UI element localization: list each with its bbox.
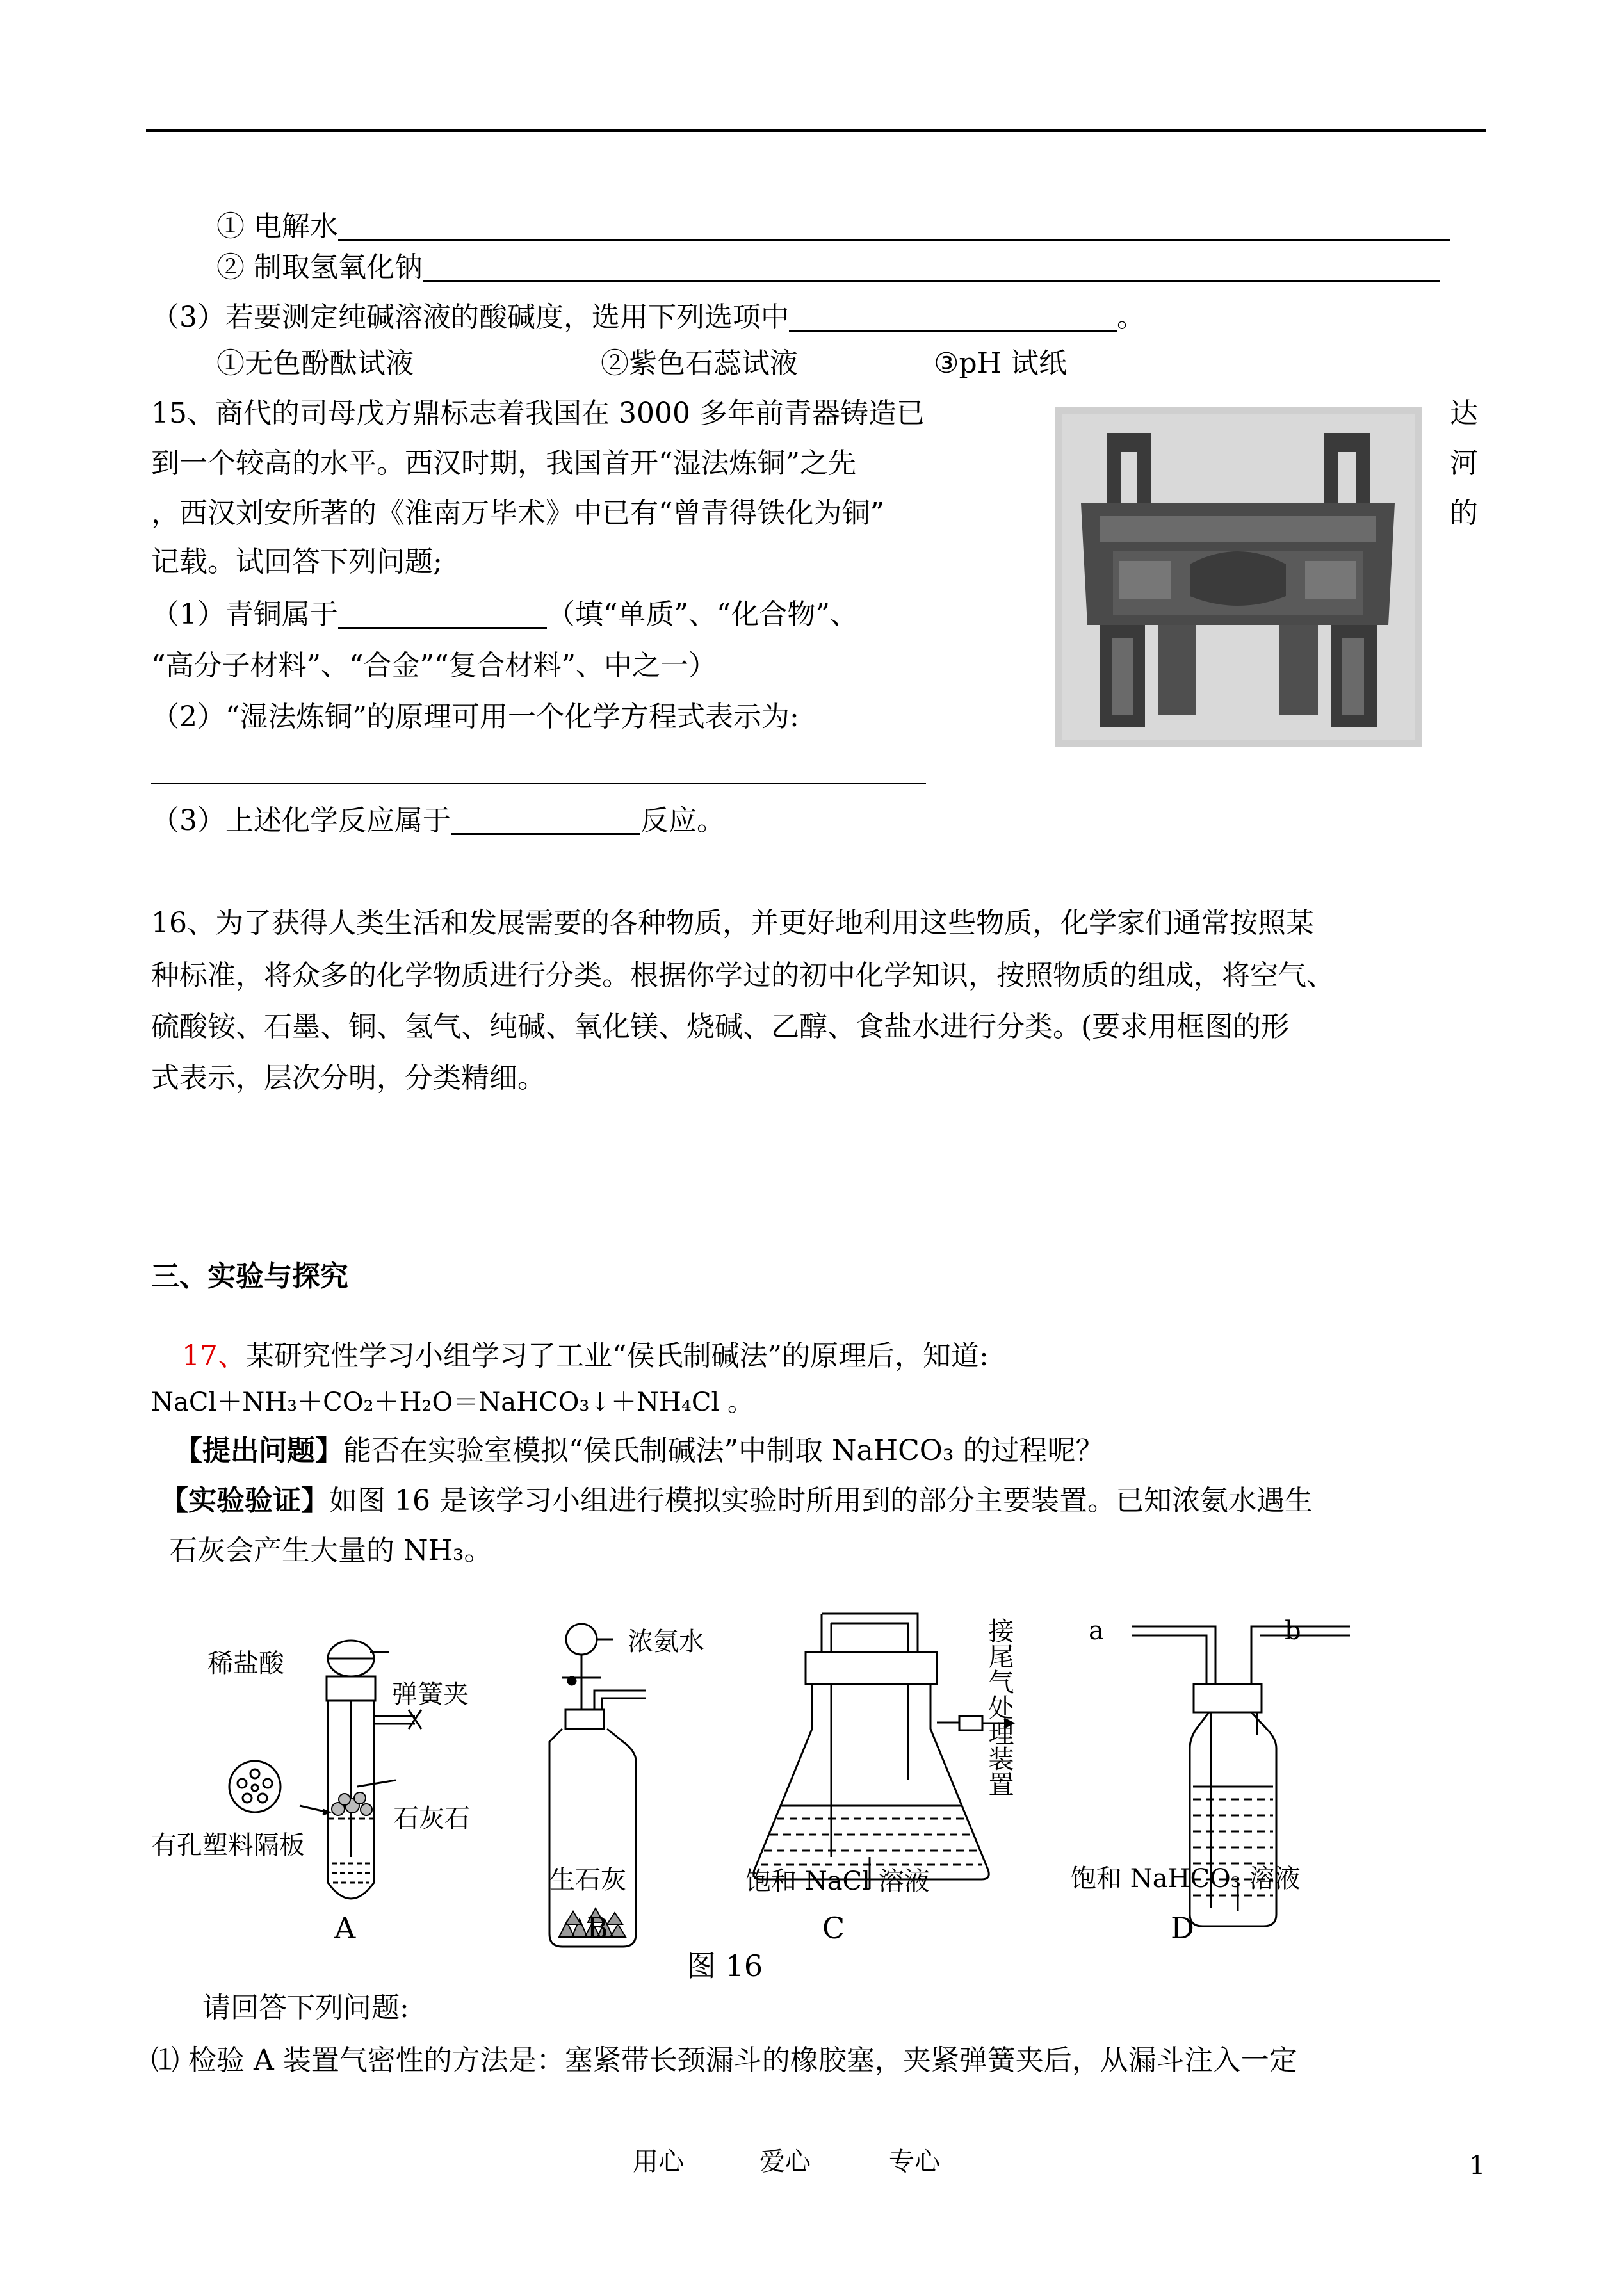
q15-line1: 15、商代的司母戊方鼎标志着我国在 3000 多年前青器铸造已 (151, 397, 925, 430)
answer-blank-1[interactable] (338, 213, 1450, 241)
q15-part3-post: 反应。 (640, 804, 725, 837)
q17-intro (182, 1342, 989, 1370)
apparatus-B (549, 1624, 646, 1947)
q15-line4: 记载。试回答下列问题; (151, 546, 443, 578)
q15-line3-tail: 的 (1450, 497, 1478, 530)
q17-equation: NaCl＋NH₃＋CO₂＋H₂O＝NaHCO₃↓＋NH₄Cl 。 (151, 1388, 754, 1417)
q17-verification-text: 如图 16 是该学习小组进行模拟实验时所用到的部分主要装置。已知浓氨水遇生 (329, 1484, 1313, 1517)
q15-part2: （2）“湿法炼铜”的原理可用一个化学方程式表示为: (151, 701, 799, 733)
footer-motto-3: 专心 (889, 2147, 940, 2177)
label-A-funnel: 稀盐酸 (207, 1649, 284, 1678)
letter-C: C (822, 1911, 845, 1945)
label-B-solid: 生石灰 (549, 1865, 626, 1895)
q17-verification-line2: 石灰会产生大量的 NH₃。 (169, 1534, 492, 1567)
q17-verification-label: 【实验验证】 (160, 1484, 329, 1517)
q14-option-3: ③pH 试纸 (934, 347, 1067, 380)
q14-item2-label: ② 制取氢氧化钠 (216, 251, 423, 284)
q17-question-label: 【提出问题】 (174, 1434, 343, 1467)
q14-item1 (216, 210, 1450, 243)
section-title: 三、实验与探究 (151, 1260, 348, 1293)
figure-caption: 图 16 (686, 1949, 763, 1983)
answer-line-equation[interactable] (151, 783, 926, 784)
q16-line2: 种标准，将众多的化学物质进行分类。根据你学过的初中化学知识，按照物质的组成，将空气、 (151, 959, 1335, 992)
label-C-side: 接尾气处理装置 (984, 1618, 1014, 1797)
q17-intro-text: 某研究性学习小组学习了工业“侯氏制碱法”的原理后，知道: (246, 1340, 989, 1372)
letter-B: B (587, 1911, 608, 1945)
header-rule (146, 129, 1486, 132)
answer-blank-3[interactable] (789, 304, 1117, 332)
q14-option-1: ①无色酚酞试液 (216, 347, 414, 380)
q17-number: 17、 (182, 1340, 246, 1372)
q14-part3-end: 。 (1117, 301, 1145, 334)
label-D-b: b (1285, 1616, 1301, 1646)
letter-D: D (1171, 1911, 1194, 1945)
label-D-a: a (1089, 1616, 1104, 1646)
answer-blank-5[interactable] (451, 807, 640, 835)
q17-question (174, 1434, 1104, 1467)
q15-part1-post: （填“单质”、“化合物”、 (547, 598, 858, 631)
label-C-solution: 饱和 NaCl 溶液 (745, 1867, 930, 1896)
q17-q1: ⑴ 检验 A 装置气密性的方法是：塞紧带长颈漏斗的橡胶塞，夹紧弹簧夹后，从漏斗注入一定 (151, 2044, 1297, 2077)
letter-A: A (334, 1911, 356, 1945)
q14-item1-label: ① 电解水 (216, 210, 338, 243)
label-A-clamp: 弹簧夹 (392, 1680, 469, 1709)
label-A-stone: 石灰石 (393, 1804, 470, 1833)
q15-line2: 到一个较高的水平。西汉时期，我国首开“湿法炼铜”之先 (151, 447, 856, 480)
q14-part3-text: （3）若要测定纯碱溶液的酸碱度，选用下列选项中 (151, 301, 789, 334)
page-number: 1 (1469, 2151, 1486, 2180)
apparatus-C (754, 1614, 1013, 1889)
q15-part1-pre: （1）青铜属于 (151, 598, 338, 631)
answer-blank-4[interactable] (338, 601, 547, 629)
footer-motto-2: 爱心 (759, 2147, 811, 2177)
q15-part1-line2: “高分子材料”、“合金”“复合材料”、中之一） (151, 649, 717, 682)
q17-question-text: 能否在实验室模拟“侯氏制碱法”中制取 NaHCO₃ 的过程呢？ (343, 1434, 1104, 1467)
q15-line3: ，西汉刘安所著的《淮南万毕术》中已有“曾青得铁化为铜” (151, 497, 884, 530)
footer-motto-1: 用心 (633, 2147, 684, 2177)
q15-line1-tail: 达 (1450, 397, 1478, 430)
answer-blank-2[interactable] (423, 254, 1440, 282)
label-B-funnel: 浓氨水 (628, 1627, 704, 1657)
label-A-plate: 有孔塑料隔板 (151, 1831, 305, 1860)
q15-part1 (151, 598, 858, 631)
q14-option-2: ②紫色石蕊试液 (601, 347, 798, 380)
q17-verification (160, 1484, 1313, 1517)
ding-photo (1055, 407, 1422, 747)
q15-line2-tail: 河 (1450, 447, 1478, 480)
q17-ask: 请回答下列问题: (202, 1991, 409, 2024)
q14-item2 (216, 251, 1440, 284)
q15-part3-pre: （3）上述化学反应属于 (151, 804, 451, 837)
q14-part3 (151, 301, 1145, 334)
q16-line1: 16、为了获得人类生活和发展需要的各种物质，并更好地利用这些物质，化学家们通常按照某 (151, 907, 1314, 939)
label-D-solution: 饱和 NaHCO₃ 溶液 (1071, 1864, 1301, 1894)
q15-part3 (151, 804, 725, 837)
q16-line3: 硫酸铵、石墨、铜、氢气、纯碱、氧化镁、烧碱、乙醇、食盐水进行分类。(要求用框图的形 (151, 1010, 1290, 1043)
q16-line4: 式表示，层次分明，分类精细。 (151, 1062, 546, 1094)
